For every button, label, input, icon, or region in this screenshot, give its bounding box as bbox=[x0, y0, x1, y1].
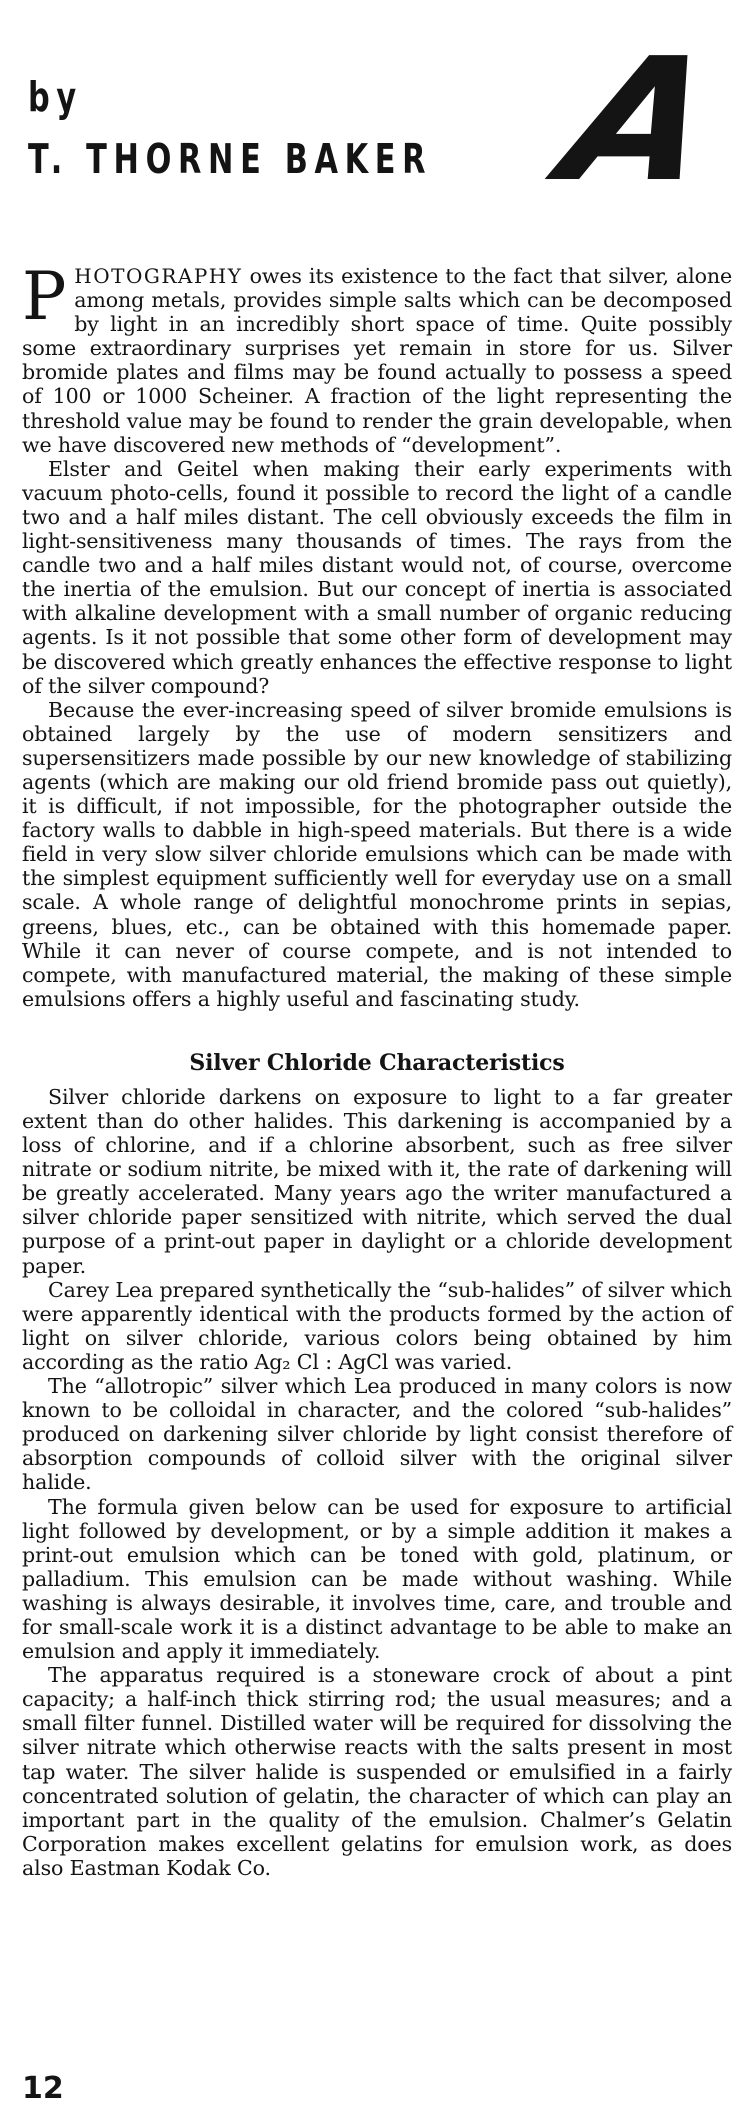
section-paragraph-3: The “allotropic” silver which Lea produced in many colors is now known to be colloidal in character, and the colored “sub-halides” produced on darkening silver chloride by light consist therefore of absorption compounds of colloid silver with the original silver halide. bbox=[22, 1374, 732, 1495]
drop-cap: P bbox=[22, 258, 67, 335]
section-paragraph-1: Silver chloride darkens on exposure to light to a far greater extent than do other halides. This darkening is accompanied by a loss of chlorine, and if a chlorine absorbent, such as free silver nitrate or sodium nitrite, be mixed with it, the rate of darkening will be greatly accelerated. Many years ago the writer manufactured a silver chloride paper sensitized with nitrite, which served the dual purpose of a print-out paper in daylight or a chloride development paper. bbox=[22, 1084, 732, 1278]
article-paragraph-1 bbox=[22, 258, 732, 457]
paragraph-text: owes its existence to the fact that silver, alone among metals, provides simple salts which can be decomposed by light in an incredibly short space of time. Quite possibly some extraordinary surprises yet remain in store for us. Silver bromide plates and films may be found actually to possess a speed of 100 or 1000 Scheiner. A fraction of the light representing the threshold value may be found to render the grain developable, when we have discovered new methods of “development”. bbox=[22, 264, 732, 457]
first-word: HOTOGRAPHY bbox=[74, 264, 243, 288]
byline-author: T. THORNE BAKER bbox=[28, 135, 433, 183]
article-paragraph-2: Elster and Geitel when making their early experiments with vacuum photo-cells, found it possible to record the light of a candle two and a half miles distant. The cell obviously exceeds the film in light-sensitiveness many thousands of times. The rays from the candle two and a half miles distant would not, of course, overcome the inertia of the emulsion. But our concept of inertia is associated with alkaline development with a small number of organic reducing agents. Is it not possible that some other form of development may be discovered which greatly enhances the effective response to light of the silver compound? bbox=[22, 456, 732, 698]
article-paragraph-3: Because the ever-increasing speed of silver bromide emulsions is obtained largely by the use of modern sensitizers and supersensitizers made possible by our new knowledge of stabilizing agents (which are making our old friend bromide pass out quietly), it is difficult, if not impossible, for the photographer outside the factory walls to dabble in high-speed materials. But there is a wide field in very slow silver chloride emulsions which can be made with the simplest equipment sufficiently well for everyday use on a small scale. A whole range of delightful monochrome prints in sepias, greens, blues, etc., can be obtained with this homemade paper. While it can never of course compete, and is not intended to compete, with manufactured material, the making of these simple emulsions offers a highly useful and fascinating study. bbox=[22, 697, 732, 1011]
decorative-initial-letter: A bbox=[546, 22, 734, 220]
byline-by: by bbox=[28, 73, 83, 121]
section-heading: Silver Chloride Characteristics bbox=[189, 1049, 565, 1076]
section-paragraph-4: The formula given below can be used for exposure to artificial light followed by development, or by a simple addition it makes a print-out emulsion which can be toned with gold, platinum, or palladium. This emulsion can be made without washing. While washing is always desirable, it involves time, care, and trouble and for small-scale work it is a distinct advantage to be able to make an emulsion and apply it immediately. bbox=[22, 1494, 732, 1664]
article-body bbox=[22, 258, 732, 1880]
byline bbox=[28, 66, 432, 190]
page-number: 12 bbox=[22, 2071, 64, 2106]
section-paragraph-5: The apparatus required is a stoneware crock of about a pint capacity; a half-inch thick stirring rod; the usual measures; and a small filter funnel. Distilled water will be required for dissolving the silver nitrate which otherwise reacts with the salts present in most tap water. The silver halide is suspended or emulsified in a fairly concentrated solution of gelatin, the character of which can play an important part in the quality of the emulsion. Chalmer’s Gelatin Corporation makes excellent gelatins for emulsion work, as does also Eastman Kodak Co. bbox=[22, 1663, 732, 1880]
section-paragraph-2: Carey Lea prepared synthetically the “sub-halides” of silver which were apparently identical with the products formed by the action of light on silver chloride, various colors being obtained by him according as the ratio Ag₂ Cl : AgCl was varied. bbox=[22, 1277, 732, 1374]
